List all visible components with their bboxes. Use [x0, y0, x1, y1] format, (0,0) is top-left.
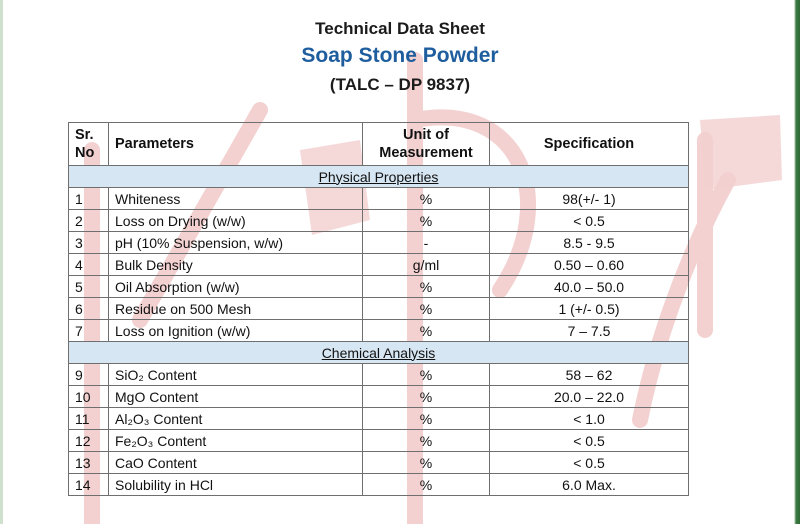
cell-unit: % [363, 386, 490, 408]
spec-table [68, 122, 689, 496]
cell-sr-no: 10 [69, 386, 109, 408]
cell-specification: < 1.0 [490, 408, 689, 430]
cell-unit: % [363, 298, 490, 320]
cell-unit: % [363, 474, 490, 496]
cell-specification: 20.0 – 22.0 [490, 386, 689, 408]
cell-specification: 98(+/- 1) [490, 188, 689, 210]
cell-parameter: Oil Absorption (w/w) [109, 276, 363, 298]
table-header-row [69, 123, 689, 166]
cell-unit: % [363, 188, 490, 210]
cell-sr-no: 6 [69, 298, 109, 320]
section-header-row [69, 166, 689, 188]
cell-specification: 7 – 7.5 [490, 320, 689, 342]
cell-parameter: Whiteness [109, 188, 363, 210]
cell-specification: 6.0 Max. [490, 474, 689, 496]
cell-sr-no: 4 [69, 254, 109, 276]
cell-specification: < 0.5 [490, 452, 689, 474]
cell-unit: g/ml [363, 254, 490, 276]
section-header-row [69, 342, 689, 364]
cell-sr-no: 5 [69, 276, 109, 298]
cell-sr-no: 12 [69, 430, 109, 452]
cell-parameter: Fe₂O₃ Content [109, 430, 363, 452]
cell-sr-no: 2 [69, 210, 109, 232]
cell-parameter: MgO Content [109, 386, 363, 408]
product-code: (TALC – DP 9837) [329, 75, 471, 94]
product-name: Soap Stone Powder [301, 44, 499, 67]
table-row [69, 298, 689, 320]
cell-parameter: SiO₂ Content [109, 364, 363, 386]
cell-parameter: Residue on 500 Mesh [109, 298, 363, 320]
cell-parameter: Solubility in HCl [109, 474, 363, 496]
cell-specification: 40.0 – 50.0 [490, 276, 689, 298]
section-title: Physical Properties [69, 166, 689, 188]
header-unit: Unit of Measurement [363, 123, 490, 166]
table-row [69, 320, 689, 342]
cell-unit: % [363, 452, 490, 474]
cell-parameter: Al₂O₃ Content [109, 408, 363, 430]
table-row [69, 430, 689, 452]
document-heading: Technical Data Sheet [315, 19, 485, 38]
table-row [69, 188, 689, 210]
table-row [69, 210, 689, 232]
cell-parameter: pH (10% Suspension, w/w) [109, 232, 363, 254]
table-row [69, 232, 689, 254]
header-sr-no: Sr. No [69, 123, 109, 166]
cell-sr-no: 11 [69, 408, 109, 430]
cell-parameter: CaO Content [109, 452, 363, 474]
table-row [69, 452, 689, 474]
cell-unit: % [363, 430, 490, 452]
cell-unit: % [363, 276, 490, 298]
cell-unit: % [363, 408, 490, 430]
cell-sr-no: 14 [69, 474, 109, 496]
cell-parameter: Bulk Density [109, 254, 363, 276]
cell-specification: 58 – 62 [490, 364, 689, 386]
cell-sr-no: 7 [69, 320, 109, 342]
cell-specification: 8.5 - 9.5 [490, 232, 689, 254]
table-row [69, 364, 689, 386]
cell-unit: - [363, 232, 490, 254]
header-parameters: Parameters [109, 123, 363, 166]
table-row [69, 386, 689, 408]
cell-unit: % [363, 210, 490, 232]
table-row [69, 474, 689, 496]
table-row [69, 408, 689, 430]
cell-parameter: Loss on Ignition (w/w) [109, 320, 363, 342]
header-specification: Specification [490, 123, 689, 166]
cell-parameter: Loss on Drying (w/w) [109, 210, 363, 232]
cell-sr-no: 1 [69, 188, 109, 210]
cell-sr-no: 9 [69, 364, 109, 386]
cell-specification: < 0.5 [490, 210, 689, 232]
table-row [69, 254, 689, 276]
cell-specification: 1 (+/- 0.5) [490, 298, 689, 320]
section-title: Chemical Analysis [69, 342, 689, 364]
table-row [69, 276, 689, 298]
cell-sr-no: 3 [69, 232, 109, 254]
cell-unit: % [363, 364, 490, 386]
cell-specification: < 0.5 [490, 430, 689, 452]
cell-unit: % [363, 320, 490, 342]
cell-specification: 0.50 – 0.60 [490, 254, 689, 276]
cell-sr-no: 13 [69, 452, 109, 474]
